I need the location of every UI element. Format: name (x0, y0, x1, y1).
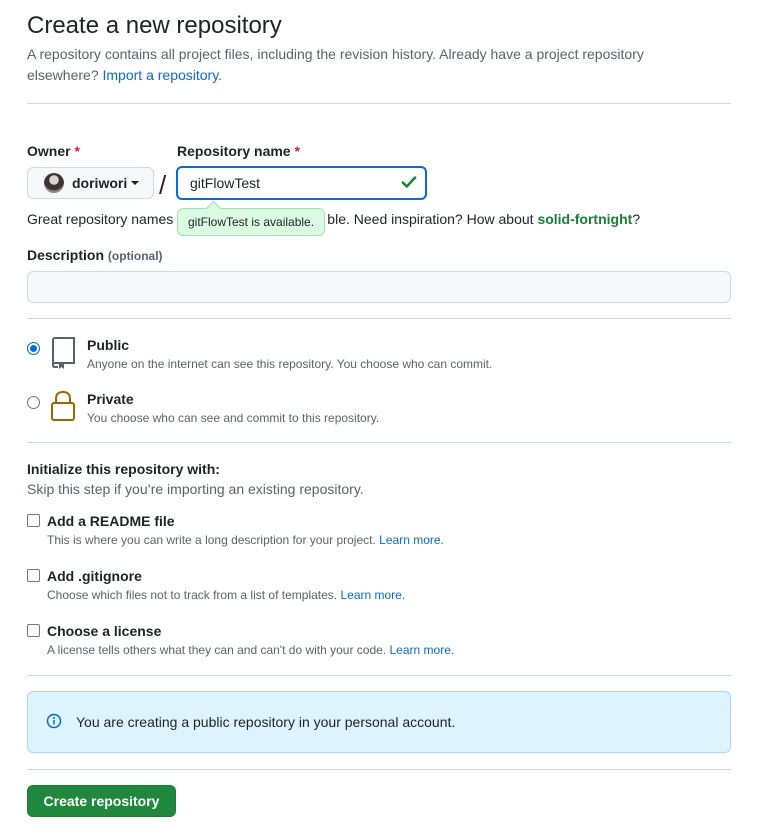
readme-learn-more-link[interactable]: Learn more. (379, 533, 444, 547)
private-description: You choose who can see and commit to this repository. (87, 411, 380, 425)
repo-icon (49, 337, 77, 374)
intro-text: A repository contains all project files, including the revision history. Already have a project repository elsewhere? (27, 46, 644, 83)
lock-icon (49, 390, 77, 427)
gitignore-title: Add .gitignore (47, 568, 142, 584)
init-heading: Initialize this repository with: (27, 461, 220, 477)
info-banner (27, 691, 731, 753)
license-description: A license tells others what they can and can't do with your code. Learn more. (47, 643, 455, 657)
owner-select-button[interactable] (27, 167, 154, 199)
divider (27, 675, 731, 676)
private-title: Private (87, 391, 134, 407)
owner-label: Owner * (27, 143, 80, 159)
caret-down-icon (131, 181, 139, 185)
readme-description: This is where you can write a long description for your project. Learn more. (47, 533, 444, 547)
readme-title: Add a README file (47, 513, 175, 529)
private-radio[interactable] (27, 396, 40, 409)
description-label: Description (optional) (27, 247, 163, 263)
public-description: Anyone on the internet can see this repository. You choose who can commit. (87, 357, 493, 371)
name-hint: Great repository names ble. Need inspiration? How about solid-fortnight? (27, 211, 641, 227)
divider (27, 442, 731, 443)
description-input[interactable] (27, 271, 731, 303)
divider (27, 769, 731, 770)
page-title: Create a new repository (27, 12, 282, 39)
owner-repo-separator: / (159, 170, 167, 200)
owner-name: doriwori (72, 175, 128, 191)
public-radio[interactable] (27, 342, 40, 355)
repository-name-label: Repository name * (177, 143, 300, 159)
license-title: Choose a license (47, 623, 162, 639)
banner-text: You are creating a public repository in your personal account. (76, 714, 456, 730)
gitignore-description: Choose which files not to track from a list of templates. Learn more. (47, 588, 406, 602)
create-repository-button[interactable]: Create repository (27, 785, 176, 817)
init-subheading: Skip this step if you’re importing an existing repository. (27, 481, 364, 497)
check-icon (400, 173, 418, 196)
gitignore-checkbox[interactable] (27, 569, 40, 582)
availability-tooltip: gitFlowTest is available. (177, 208, 325, 236)
suggested-name-link[interactable]: solid-fortnight (537, 211, 633, 227)
license-learn-more-link[interactable]: Learn more. (389, 643, 455, 657)
readme-checkbox[interactable] (27, 514, 40, 527)
divider (27, 103, 731, 104)
license-checkbox[interactable] (27, 624, 40, 637)
public-title: Public (87, 337, 130, 353)
gitignore-learn-more-link[interactable]: Learn more. (340, 588, 406, 602)
avatar (44, 173, 64, 193)
import-repository-link[interactable]: Import a repository (102, 67, 219, 83)
page-intro: A repository contains all project files, including the revision history. Already have a project repository elsewhere? Import a repository. (27, 46, 644, 83)
divider (27, 318, 731, 319)
info-icon (46, 713, 62, 732)
repository-name-input[interactable] (176, 166, 427, 200)
